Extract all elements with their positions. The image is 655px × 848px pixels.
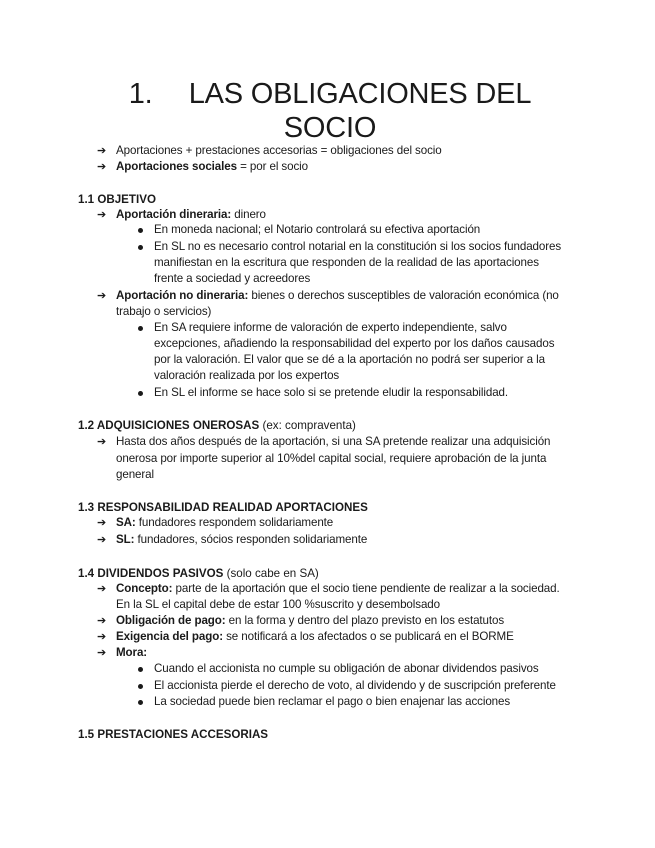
s13-item-1-rest: fundadores respondem solidariamente [135, 516, 334, 529]
s11-item-2-line-2: trabajo o servicios) [116, 305, 212, 318]
s13-item-1 [116, 515, 333, 531]
intro-item-1: Aportaciones + prestaciones accesorias = obligaciones del socio [116, 144, 442, 157]
s11-bullet-2-line-1: En SL no es necesario control notarial en la constitución si los socios fundadores [154, 240, 562, 253]
page-title [60, 77, 600, 145]
s11-bullet-3-line-2: excepciones, añadiendo la responsabilidad del experto por los daños causados [154, 337, 555, 350]
s11-item-2-rest: bienes o derechos susceptibles de valoración económica (no [248, 289, 559, 302]
s13-item-2-bold: SL: [116, 533, 135, 546]
arrow-icon: ➔ [97, 145, 107, 157]
s14-bullet-2: El accionista pierde el derecho de voto, al dividendo y de suscripción preferente [154, 679, 556, 692]
s13-item-1-bold: SA: [116, 516, 136, 529]
s11-item-1-rest: dinero [231, 208, 266, 221]
arrow-icon: ➔ [97, 436, 107, 448]
s14-bullet-1: Cuando el accionista no cumple su obligación de abonar dividendos pasivos [154, 662, 539, 675]
s14-item-2-rest: en la forma y dentro del plazo previsto en los estatutos [225, 614, 505, 627]
s11-bullet-3-line-4: valoración realizada por los expertos [154, 369, 340, 382]
s14-item-3 [116, 629, 514, 645]
s14-item-1 [116, 581, 560, 597]
bullet-icon [138, 391, 143, 396]
s14-item-4-bold: Mora: [116, 646, 148, 659]
s11-bullet-2-line-2: manifiestan en la escritura que responden de la realidad de las aportaciones [154, 256, 539, 269]
arrow-icon: ➔ [97, 209, 107, 221]
section-heading-1-2 [78, 418, 356, 434]
s11-bullet-2-line-3: frente a sociedad y acreedores [154, 272, 311, 285]
s13-item-2-rest: fundadores, sócios responden solidariamente [134, 533, 368, 546]
arrow-icon: ➔ [97, 615, 107, 627]
s12-item-1-line-2: onerosa por importe superior al 10%del capital social, requiere aprobación de la junta [116, 452, 547, 465]
intro-item-2-bold: Aportaciones sociales [116, 160, 237, 173]
s14-item-1-bold: Concepto: [116, 582, 173, 595]
s11-bullet-3-line-3: por la valoración. El valor que se dé a la aportación no podrá ser superior a la [154, 353, 545, 366]
s11-item-2 [116, 288, 559, 304]
bullet-icon [138, 667, 143, 672]
s11-bullet-1: En moneda nacional; el Notario controlará su efectiva aportación [154, 223, 481, 236]
s14-item-4 [116, 645, 147, 661]
s14-item-2 [116, 613, 504, 629]
s11-bullet-3-line-1: En SA requiere informe de valoración de experto independiente, salvo [154, 321, 507, 334]
s14-item-3-bold: Exigencia del pago: [116, 630, 223, 643]
section-heading-1-3: 1.3 RESPONSABILIDAD REALIDAD APORTACIONES [78, 501, 368, 514]
s14-heading-rest: (solo cabe en SA) [223, 567, 319, 580]
s14-item-1-line-2: En la SL el capital debe de estar 100 %suscrito y desembolsado [116, 598, 440, 611]
intro-item-2-rest: = por el socio [236, 160, 308, 173]
bullet-icon [138, 326, 143, 331]
bullet-icon [138, 684, 143, 689]
arrow-icon: ➔ [97, 647, 107, 659]
bullet-icon [138, 228, 143, 233]
section-heading-1-4 [78, 566, 319, 582]
s12-item-1-line-1: Hasta dos años después de la aportación, si una SA pretende realizar una adquisición [116, 435, 551, 448]
s12-heading-bold: 1.2 ADQUISICIONES ONEROSAS [78, 419, 260, 432]
title-line-2: SOCIO [283, 112, 377, 144]
section-heading-1-5: 1.5 PRESTACIONES ACCESORIAS [78, 728, 269, 741]
arrow-icon: ➔ [97, 583, 107, 595]
bullet-icon [138, 245, 143, 250]
bullet-icon [138, 700, 143, 705]
section-heading-1-1: 1.1 OBJETIVO [78, 193, 156, 206]
arrow-icon: ➔ [97, 534, 107, 546]
s14-bullet-3: La sociedad puede bien reclamar el pago o bien enajenar las acciones [154, 695, 511, 708]
s14-item-3-rest: se notificará a los afectados o se publicará en el BORME [222, 630, 514, 643]
s12-item-1-line-3: general [116, 468, 154, 481]
arrow-icon: ➔ [97, 161, 107, 173]
arrow-icon: ➔ [97, 517, 107, 529]
s12-heading-rest: (ex: compraventa) [259, 419, 356, 432]
s13-item-2 [116, 532, 367, 548]
intro-item-2 [116, 159, 308, 175]
s11-item-2-bold: Aportación no dineraria: [116, 289, 249, 302]
s14-heading-bold: 1.4 DIVIDENDOS PASIVOS [78, 567, 224, 580]
arrow-icon: ➔ [97, 290, 107, 302]
arrow-icon: ➔ [97, 631, 107, 643]
title-line-1: LAS OBLIGACIONES DEL [188, 78, 532, 110]
title-number: 1. [128, 78, 153, 110]
s11-item-1 [116, 207, 266, 223]
s14-item-1-rest: parte de la aportación que el socio tiene pendiente de realizar a la sociedad. [172, 582, 560, 595]
s11-item-1-bold: Aportación dineraria: [116, 208, 232, 221]
s11-bullet-4: En SL el informe se hace solo si se pretende eludir la responsabilidad. [154, 386, 509, 399]
s14-item-2-bold: Obligación de pago: [116, 614, 226, 627]
